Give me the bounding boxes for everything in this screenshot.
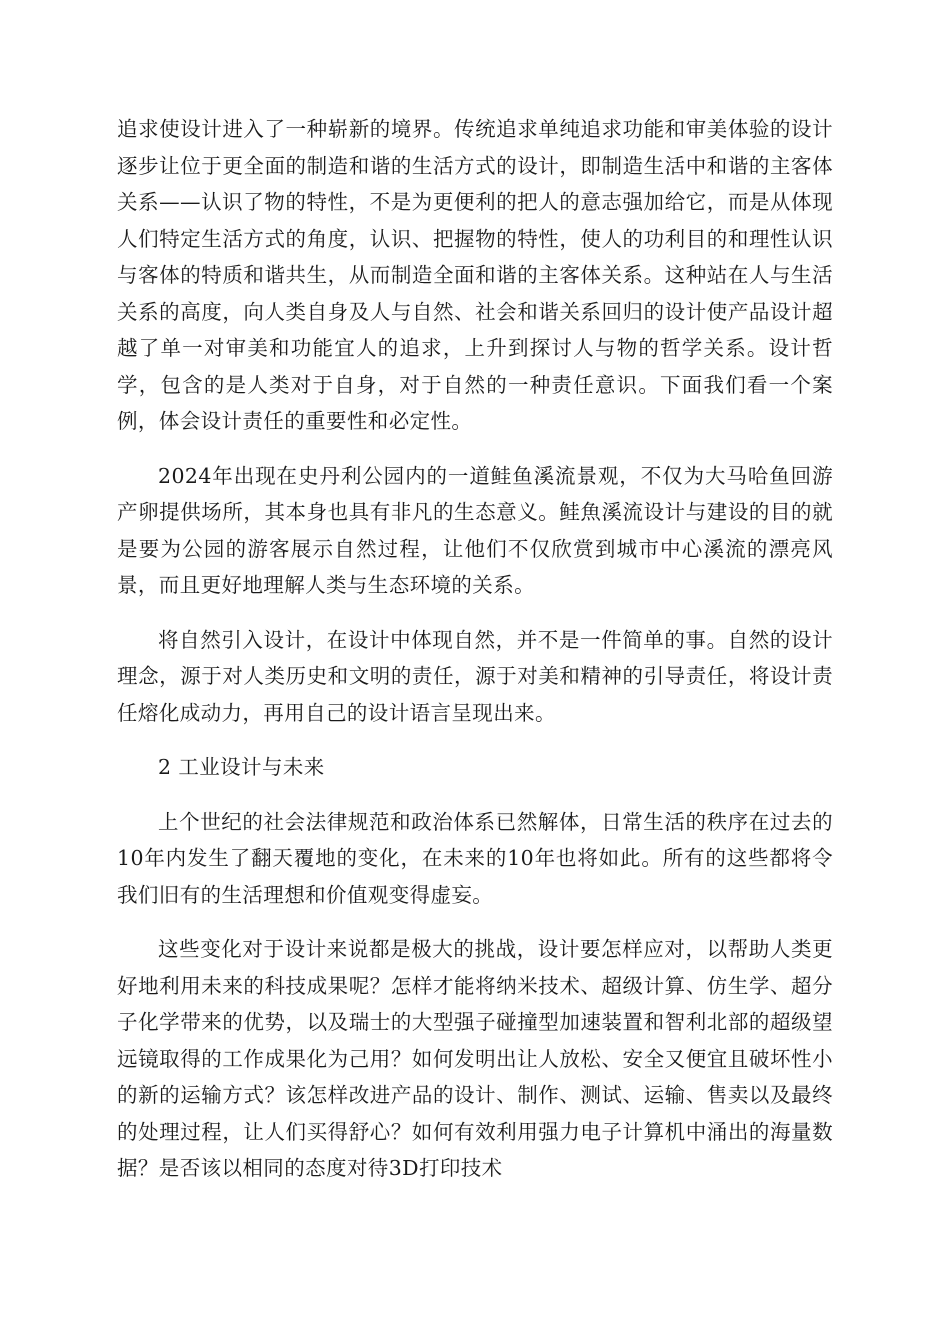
document-body [117, 111, 833, 1205]
paragraph-nature-in-design: 将自然引入设计，在设计中体现自然，并不是一件简单的事。自然的设计理念，源于对人类历史和文明的责任，源于对美和精神的引导责任，将设计责任熔化成动力，再用自己的设计语言呈现出来。 [117, 627, 833, 725]
paragraph-design-challenges: 这些变化对于设计来说都是极大的挑战，设计要怎样应对，以帮助人类更好地利用未来的科技成果呢？怎样才能将纳米技术、超级计算、仿生学、超分子化学带来的优势，以及瑞士的大型强子碰撞型加速装置和智利北部的超级望远镜取得的工作成果化为己用？如何发明出让人放松、安全又便宜且破坏性小的新的运输方式？该怎样改进产品的设计、制作、测试、运输、售卖以及最终的处理过程，让人们买得舒心？如何有效利用强力电子计算机中涌出的海量数据？是否该以相同的态度对待3D打印技术 [117, 937, 833, 1180]
paragraph-social-change: 上个世纪的社会法律规范和政治体系已然解体，日常生活的秩序在过去的10年内发生了翻天覆地的变化，在未来的10年也将如此。所有的这些都将令我们旧有的生活理想和价值观变得虚妄。 [117, 809, 833, 907]
section-heading: 2 工业设计与未来 [158, 755, 325, 779]
paragraph-design-philosophy: 追求使设计进入了一种崭新的境界。传统追求单纯追求功能和审美体验的设计逐步让位于更全面的制造和谐的生活方式的设计，即制造生活中和谐的主客体关系——认识了物的特性，不是为更便利的把人的意志强加给它，而是从体现人们特定生活方式的角度，认识、把握物的特性，使人的功利目的和理性认识与客体的特质和谐共生，从而制造全面和谐的主客体关系。这种站在人与生活关系的高度，向人类自身及人与自然、社会和谐关系回归的设计使产品设计超越了单一对审美和功能宜人的追求，上升到探讨人与物的哲学关系。设计哲学，包含的是人类对于自身，对于自然的一种责任意识。下面我们看一个案例，体会设计责任的重要性和必定性。 [117, 117, 833, 433]
paragraph-salmon-stream: 2024年出现在史丹利公园内的一道鲑鱼溪流景观，不仅为大马哈鱼回游产卵提供场所，其本身也具有非凡的生态意义。鲑魚溪流设计与建设的目的就是要为公园的游客展示自然过程，让他们不仅欣赏到城市中心溪流的漂亮风景，而且更好地理解人类与生态环境的关系。 [117, 463, 833, 597]
